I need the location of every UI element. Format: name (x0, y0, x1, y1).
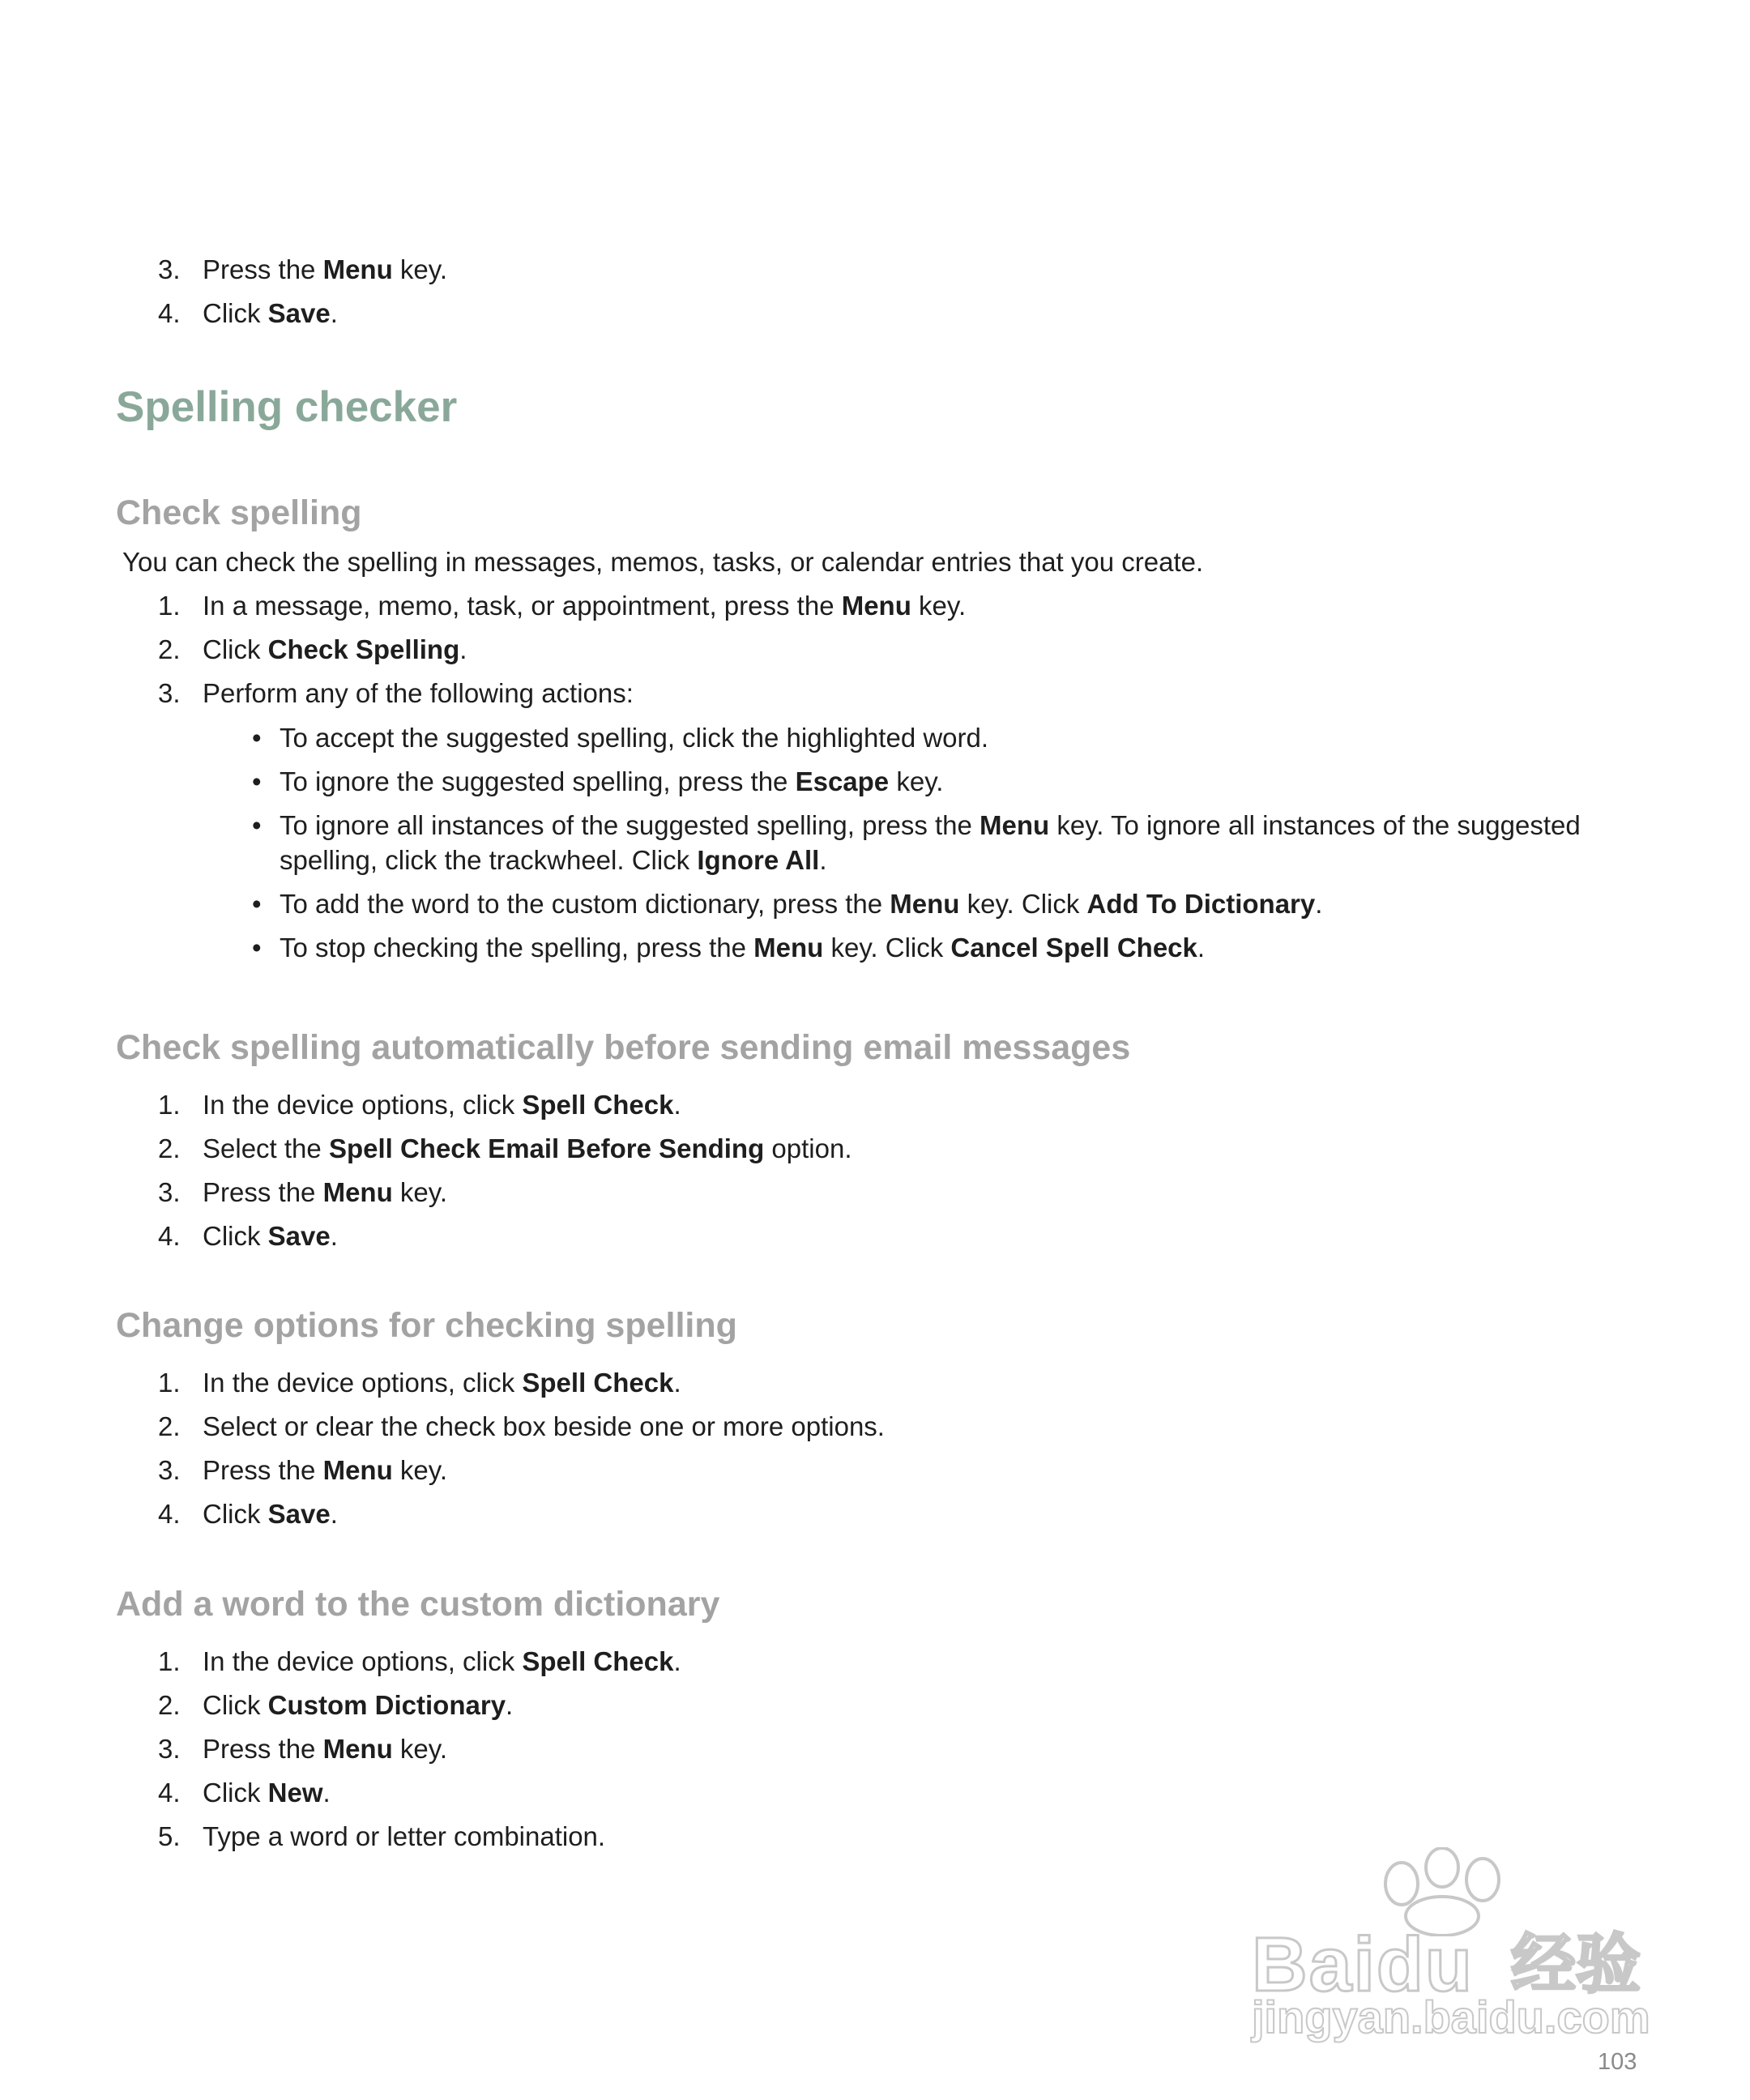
text-segment: Click (203, 1690, 268, 1720)
text-segment: key. (911, 591, 967, 621)
list-item (158, 1449, 1681, 1492)
baidu-watermark (1244, 1847, 1665, 2042)
text-segment: Press the (203, 1734, 323, 1764)
text-segment: Press the (203, 1177, 323, 1207)
watermark-brand: Baidu (1252, 1922, 1474, 2008)
text-segment: In the device options, click (203, 1646, 523, 1676)
list-item (158, 628, 1681, 672)
step-number: 3. (158, 1455, 181, 1485)
text-segment: To add the word to the custom dictionary, press the (280, 889, 890, 919)
bullet-item (247, 808, 1673, 877)
step-number: 3. (158, 254, 181, 284)
bold-text: Menu (322, 254, 393, 284)
step-number: 2. (158, 1690, 181, 1720)
step-number: 3. (158, 1177, 181, 1207)
text-segment: Select or clear the check box beside one or more options. (203, 1411, 885, 1441)
text-segment: key. (392, 1455, 447, 1485)
text-segment: In the device options, click (203, 1368, 523, 1398)
step-number: 4. (158, 298, 181, 328)
main-heading: Spelling checker (116, 383, 458, 431)
text-segment: . (330, 1221, 338, 1251)
text-segment: . (459, 634, 467, 664)
step-number: 2. (158, 634, 181, 664)
bold-text: Ignore All (697, 845, 820, 875)
text-segment: . (673, 1646, 681, 1676)
change-options-steps (158, 1361, 1681, 1536)
step-number: 5. (158, 1821, 181, 1851)
text-segment: . (1197, 933, 1206, 962)
text-segment: To ignore the suggested spelling, press the (280, 766, 796, 796)
bullet-icon: • (252, 766, 262, 796)
text-segment: In a message, memo, task, or appointment, press the (203, 591, 842, 621)
list-item (158, 1727, 1681, 1771)
text-segment: key. (392, 1734, 447, 1764)
text-segment: Press the (203, 1455, 323, 1485)
bold-text: Menu (890, 889, 960, 919)
list-item (158, 292, 1681, 335)
list-item (158, 1405, 1681, 1449)
watermark-url: jingyan.baidu.com (1252, 1991, 1650, 2042)
auto-check-heading: Check spelling automatically before sending email messages (116, 1028, 1131, 1067)
bold-text: Menu (841, 591, 911, 621)
check-spelling-steps (158, 584, 1681, 715)
watermark-brand-cn: 经验 (1511, 1928, 1641, 2000)
bold-text: Save (267, 298, 331, 328)
bullet-item (247, 886, 1673, 921)
page-number: 103 (1598, 2049, 1637, 2075)
text-segment: Click (203, 634, 268, 664)
step-number: 4. (158, 1221, 181, 1251)
bullet-item (247, 720, 1673, 755)
check-spelling-intro: You can check the spelling in messages, memos, tasks, or calendar entries that you create. (122, 547, 1204, 577)
change-options-heading: Change options for checking spelling (116, 1306, 737, 1345)
step-number: 3. (158, 678, 181, 708)
step-number: 4. (158, 1778, 181, 1808)
bold-text: Menu (322, 1734, 393, 1764)
bold-text: Spell Check (522, 1090, 674, 1120)
text-segment: . (673, 1368, 681, 1398)
check-spelling-actions (247, 716, 1673, 974)
text-segment: Select the (203, 1133, 329, 1163)
step-number: 3. (158, 1734, 181, 1764)
bold-text: Check Spelling (267, 634, 460, 664)
bold-text: Escape (795, 766, 890, 796)
step-number: 4. (158, 1499, 181, 1529)
bold-text: Save (267, 1499, 331, 1529)
text-segment: key. Click (823, 933, 951, 962)
bullet-item (247, 930, 1673, 965)
bullet-item (247, 764, 1673, 799)
text-segment: Click (203, 298, 268, 328)
list-item (158, 1771, 1681, 1815)
text-segment: To accept the suggested spelling, click the highlighted word. (280, 723, 989, 753)
text-segment: Click (203, 1221, 268, 1251)
step-number: 1. (158, 1090, 181, 1120)
text-segment: To stop checking the spelling, press the (280, 933, 754, 962)
list-item (158, 672, 1681, 715)
step-number: 1. (158, 1646, 181, 1676)
text-segment: key. (889, 766, 944, 796)
text-segment: Type a word or letter combination. (203, 1821, 606, 1851)
bold-text: Menu (753, 933, 824, 962)
bold-text: Menu (322, 1177, 393, 1207)
list-item (158, 1083, 1681, 1127)
text-segment: Press the (203, 254, 323, 284)
text-segment: option. (764, 1133, 852, 1163)
list-item (158, 248, 1681, 292)
bold-text: Save (267, 1221, 331, 1251)
list-item (158, 1684, 1681, 1727)
list-item (158, 1361, 1681, 1405)
step-number: 1. (158, 1368, 181, 1398)
bold-text: Spell Check Email Before Sending (328, 1133, 765, 1163)
bold-text: Cancel Spell Check (950, 933, 1197, 962)
bold-text: Menu (322, 1455, 393, 1485)
check-spelling-heading: Check spelling (116, 493, 362, 532)
step-number: 2. (158, 1411, 181, 1441)
bold-text: Spell Check (522, 1646, 674, 1676)
text-segment: . (330, 1499, 338, 1529)
bold-text: Custom Dictionary (267, 1690, 506, 1720)
list-item (158, 1171, 1681, 1214)
list-item (158, 1640, 1681, 1684)
step-number: 2. (158, 1133, 181, 1163)
top-steps-list (158, 248, 1681, 335)
list-item (158, 1492, 1681, 1536)
text-segment: key. To ignore all instances of the suggested spelling, click the trackwheel. Click (280, 810, 1581, 875)
bullet-icon: • (252, 933, 262, 962)
text-segment: . (322, 1778, 331, 1808)
text-segment: Click (203, 1778, 268, 1808)
text-segment: key. (392, 1177, 447, 1207)
list-item (158, 1214, 1681, 1258)
add-word-steps (158, 1640, 1681, 1859)
list-item (158, 584, 1681, 628)
bullet-icon: • (252, 723, 262, 753)
text-segment: . (506, 1690, 514, 1720)
text-segment: key. Click (959, 889, 1087, 919)
text-segment: . (1315, 889, 1323, 919)
actions-bullet-list (247, 720, 1673, 965)
step-number: 1. (158, 591, 181, 621)
auto-check-steps (158, 1083, 1681, 1258)
bold-text: Menu (980, 810, 1050, 840)
add-word-heading: Add a word to the custom dictionary (116, 1585, 720, 1624)
bold-text: New (267, 1778, 323, 1808)
bullet-icon: • (252, 810, 262, 840)
list-item (158, 1127, 1681, 1171)
text-segment: . (673, 1090, 681, 1120)
bullet-icon: • (252, 889, 262, 919)
text-segment: In the device options, click (203, 1090, 523, 1120)
text-segment: . (330, 298, 338, 328)
text-segment: . (819, 845, 827, 875)
text-segment: Perform any of the following actions: (203, 678, 634, 708)
text-segment: To ignore all instances of the suggested spelling, press the (280, 810, 980, 840)
bold-text: Add To Dictionary (1086, 889, 1316, 919)
bold-text: Spell Check (522, 1368, 674, 1398)
text-segment: Click (203, 1499, 268, 1529)
text-segment: key. (392, 254, 447, 284)
